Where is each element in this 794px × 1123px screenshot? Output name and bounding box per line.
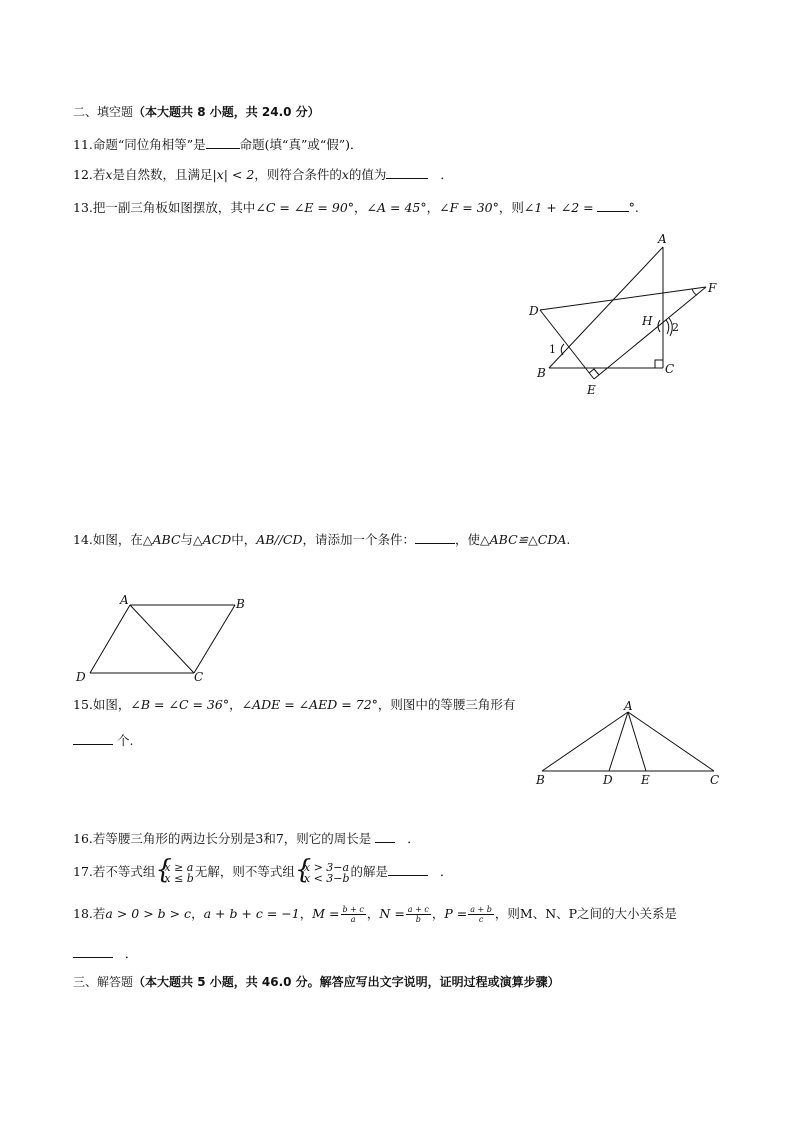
fig14-label-a: A — [120, 593, 129, 607]
fig13-label-d: D — [529, 304, 539, 318]
q15-cond2: ∠ADE = ∠AED = 72° — [241, 697, 378, 712]
q13-sep1: ， — [354, 200, 367, 215]
q13-sep2: ， — [426, 200, 440, 215]
q12-part1: 12.若 — [73, 167, 106, 182]
q17-answer-blank[interactable] — [388, 861, 428, 876]
q17-system-1-row-2: x ≤ b — [164, 871, 194, 885]
q17-part3: 的解是 — [350, 864, 389, 879]
q18-p-label: P = — [444, 906, 468, 921]
figure-14 — [72, 590, 252, 685]
section-3-title: 三、解答题 — [73, 975, 134, 989]
q14-congr: △ABC≌△CDA — [480, 532, 567, 547]
fig13-label-2: 2 — [672, 321, 679, 334]
q14-part5: ，使 — [455, 532, 481, 547]
q13-cond2: ∠A = 45° — [366, 200, 427, 215]
q17-system-1-row-1: { x ≥ a — [164, 860, 194, 874]
q18-part2: ，则M、N、P之间的大小关系是 — [494, 906, 678, 921]
q18-n-denominator: b — [415, 915, 421, 924]
question-13 — [73, 197, 639, 217]
q11-suffix: 命题(填“真”或“假”)． — [239, 137, 363, 152]
q14-t2: △ACD — [193, 532, 232, 547]
section-2-note: （本大题共 8 小题，共 24.0 分） — [133, 105, 320, 119]
fig15-label-b: B — [536, 773, 545, 787]
fig13-label-e: E — [587, 383, 596, 397]
question-11 — [73, 134, 363, 154]
q18-m-label: M = — [312, 906, 340, 921]
q18-n-label: N = — [379, 906, 405, 921]
q16-end: ． — [407, 831, 420, 846]
q12-abs: |x| < 2 — [212, 167, 255, 182]
q13-cond1: ∠C = ∠E = 90° — [255, 200, 355, 215]
question-18 — [73, 905, 677, 924]
q12-var2: x — [341, 167, 349, 182]
q13-cond3: ∠F = 30° — [439, 200, 499, 215]
fig14-label-d: D — [76, 670, 86, 684]
q12-var1: x — [105, 167, 113, 182]
question-12 — [73, 164, 453, 184]
figure-15 — [530, 698, 730, 793]
q14-par: AB//CD — [256, 532, 303, 547]
fig14-label-b: B — [236, 597, 245, 611]
q18-sep1: ， — [191, 906, 204, 921]
section-2-heading — [73, 103, 320, 121]
q15-part2: ，则图中的等腰三角形有 — [377, 697, 516, 712]
q18-m-fraction — [341, 905, 366, 924]
q17-system-1 — [156, 862, 193, 884]
q11-answer-blank[interactable] — [206, 134, 240, 149]
q18-p-fraction — [468, 905, 494, 924]
q15-part1: 15.如图， — [73, 697, 131, 712]
q16-answer-blank[interactable] — [375, 828, 395, 843]
q18-sep3: ， — [366, 906, 380, 921]
fig13-label-a: A — [658, 232, 667, 246]
fig15-label-c: C — [710, 773, 720, 787]
fig15-label-d: D — [603, 773, 613, 787]
q18-p-denominator: c — [478, 915, 484, 924]
q18-cond1: a > 0 > b > c — [105, 906, 192, 921]
q12-part3: ，则符合条件的 — [254, 167, 342, 182]
q14-end: . — [566, 532, 571, 547]
q15-sep: ， — [229, 697, 242, 712]
q18-p-numerator: a + b — [470, 905, 492, 914]
question-18-line-2 — [73, 943, 137, 963]
q13-part1: 13.把一副三角板如图摆放，其中 — [73, 200, 256, 215]
q17-system-2-row-2: x < 3−b — [303, 871, 350, 885]
q14-part2: 与 — [180, 532, 194, 547]
q15-answer-blank[interactable] — [73, 730, 113, 745]
q18-end: ． — [124, 946, 138, 961]
q18-sep4: ， — [431, 906, 445, 921]
q17-part2: 无解，则不等式组 — [194, 864, 295, 879]
q18-part1: 18.若 — [73, 906, 106, 921]
q14-t1: △ABC — [142, 532, 181, 547]
question-15 — [73, 696, 515, 714]
q14-part1: 14.如图，在 — [73, 532, 143, 547]
q14-part4: ，请添加一个条件： — [302, 532, 416, 547]
fig15-label-e: E — [641, 773, 650, 787]
fig13-label-c: C — [665, 362, 675, 376]
section-3-note: （本大题共 5 小题，共 46.0 分。解答应写出文字说明，证明过程或演算步骤） — [133, 975, 560, 989]
q15-end: 个. — [116, 733, 134, 748]
q18-cond2: a + b + c = −1 — [203, 906, 300, 921]
q18-n-fraction — [406, 905, 431, 924]
q11-prefix: 11.命题“同位角相等”是 — [73, 137, 206, 152]
q17-system-2 — [296, 862, 350, 884]
q12-answer-blank[interactable] — [386, 164, 428, 179]
fig14-label-c: C — [194, 670, 204, 684]
q18-sep2: ， — [299, 906, 313, 921]
q18-n-numerator: a + c — [407, 905, 429, 914]
q13-end: °. — [628, 200, 639, 215]
q12-end: ． — [440, 167, 453, 182]
figure-13 — [525, 228, 725, 403]
question-15-line-2 — [73, 730, 133, 750]
q15-cond1: ∠B = ∠C = 36° — [130, 697, 230, 712]
q12-part2: 是自然数，且满足 — [112, 167, 213, 182]
q18-m-numerator: b + c — [342, 905, 364, 914]
q14-answer-blank[interactable] — [415, 529, 455, 544]
q17-end: ． — [439, 864, 453, 879]
q12-part4: 的值为 — [348, 167, 387, 182]
q13-part2: ，则 — [498, 200, 524, 215]
q16-text: 16.若等腰三角形的两边长分别是3和7，则它的周长是 — [73, 831, 372, 846]
q17-system-2-row-1: { x > 3−a — [303, 860, 350, 874]
q13-answer-blank[interactable] — [597, 197, 629, 212]
q14-part3: 中， — [231, 532, 257, 547]
q13-expr: ∠1 + ∠2 = — [523, 200, 594, 215]
q18-answer-blank[interactable] — [73, 943, 113, 958]
fig13-label-b: B — [537, 366, 546, 380]
question-16 — [73, 828, 420, 848]
fig13-label-f: F — [708, 281, 717, 295]
q18-m-denominator: a — [350, 915, 356, 924]
question-17 — [73, 861, 453, 884]
fig13-label-1: 1 — [549, 343, 556, 356]
question-14 — [73, 529, 570, 549]
q17-part1: 17.若不等式组 — [73, 864, 156, 879]
fig13-label-h: H — [642, 314, 653, 328]
section-2-title: 二、填空题 — [73, 105, 134, 119]
section-3-heading — [73, 973, 560, 991]
fig15-label-a: A — [624, 699, 633, 713]
